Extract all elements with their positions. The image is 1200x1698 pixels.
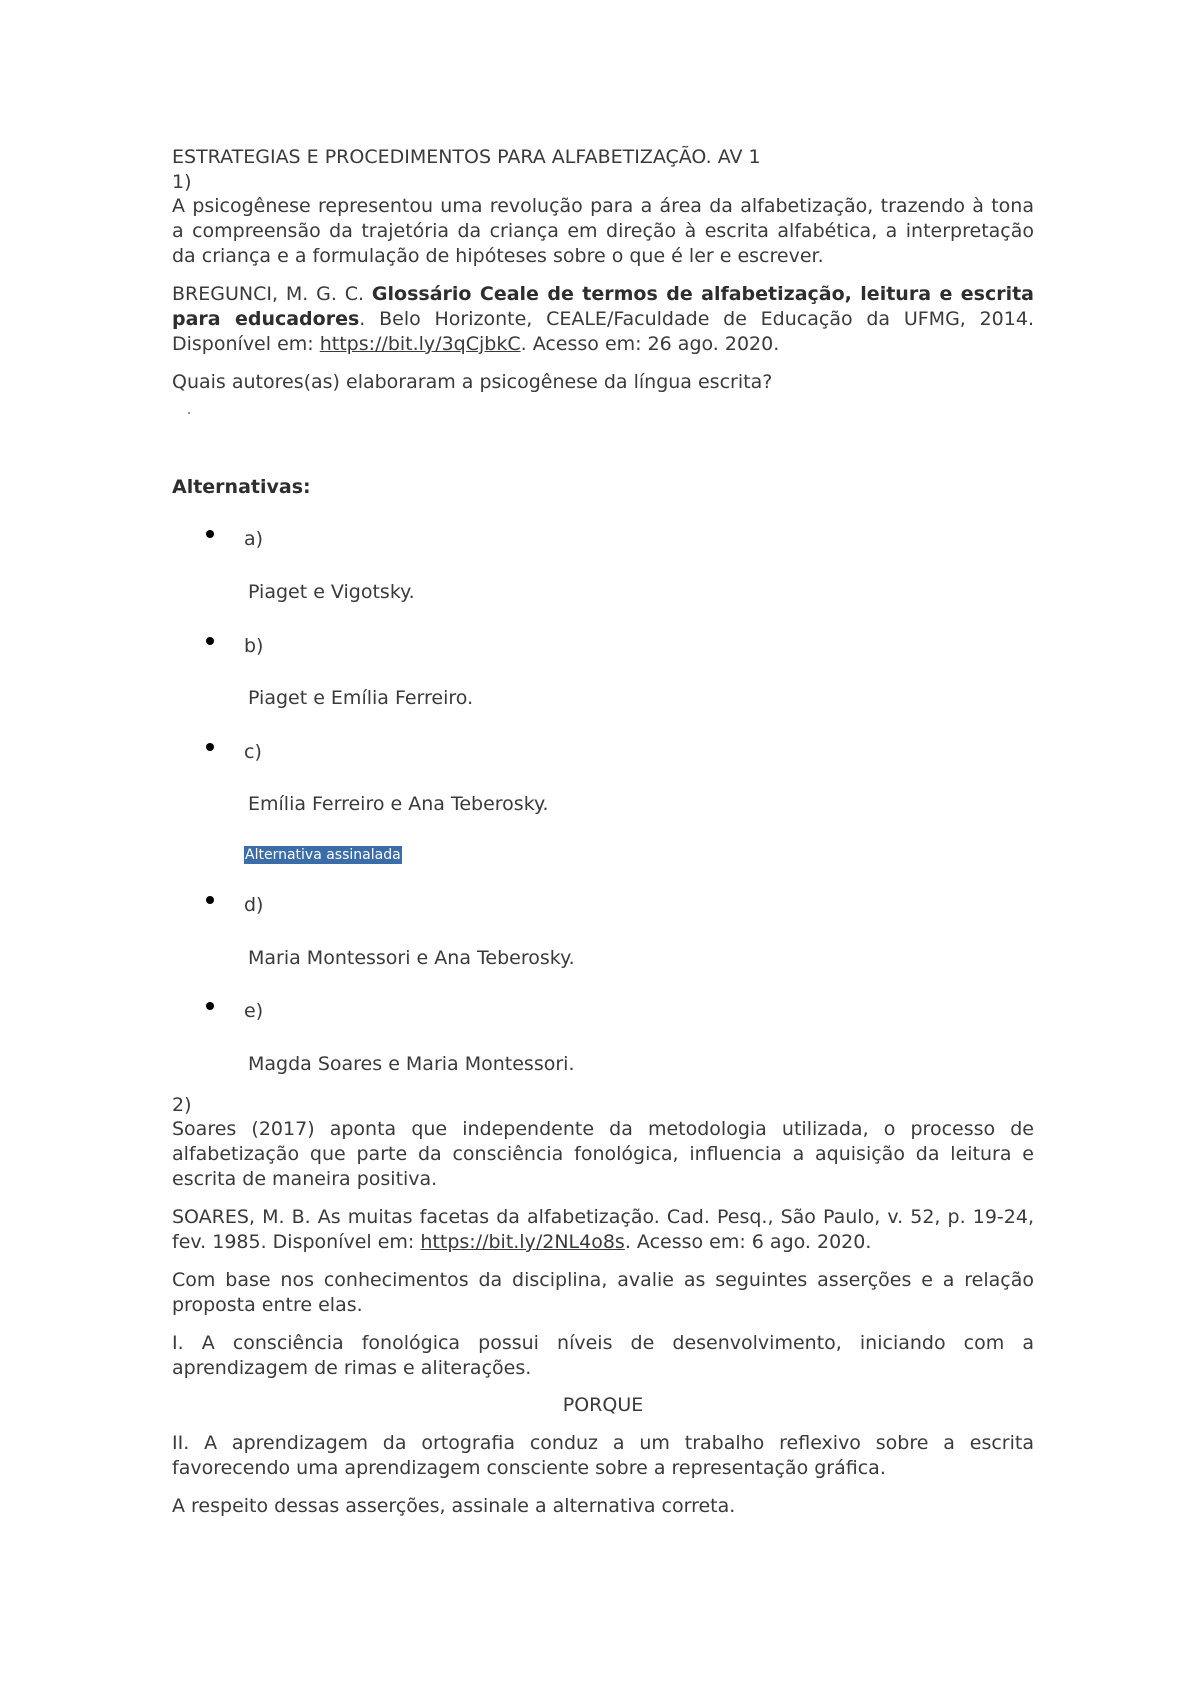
reference-publisher: . Belo Horizonte, CEALE/Faculdade de Educação da UFMG, 2014. Disponível em: (172, 308, 1034, 355)
option-c-letter[interactable]: c) (244, 741, 262, 763)
assertion-1: I. A consciência fonológica possui níveis de desenvolvimento, iniciando com a aprendizagem de rimas e aliterações. (172, 1332, 1034, 1379)
question-2-number: 2) (172, 1094, 192, 1116)
option-e-text[interactable]: Magda Soares e Maria Montessori. (248, 1053, 575, 1075)
reference-text: SOARES, M. B. As muitas facetas da alfabetização. Cad. Pesq., São Paulo, v. 52, p. 19-24, fev. 1985. Disponível em: (172, 1206, 1034, 1253)
document-title: ESTRATEGIAS E PROCEDIMENTOS PARA ALFABETIZAÇÃO. AV 1 (172, 146, 761, 168)
option-b-text[interactable]: Piaget e Emília Ferreiro. (248, 687, 474, 709)
option-b-letter[interactable]: b) (244, 635, 264, 657)
question-2-reference (172, 1205, 1034, 1255)
question-1-number: 1) (172, 171, 192, 193)
question-1-text: A psicogênese representou uma revolução para a área da alfabetização, trazendo à tona a compreensão da trajetória da criança em direção à escrita alfabética, a interpretação da criança e a formulação de hipóteses sobre o que é ler e escrever. (172, 195, 1034, 267)
alternatives-heading: Alternativas: (172, 476, 311, 498)
reference-author: BREGUNCI, M. G. C. (172, 283, 372, 305)
bullet-icon (206, 896, 214, 904)
bullet-icon (206, 1002, 214, 1010)
assertion-connector: PORQUE (562, 1394, 644, 1416)
option-d-text[interactable]: Maria Montessori e Ana Teberosky. (248, 947, 575, 969)
reference-link[interactable]: https://bit.ly/3qCjbkC (319, 333, 521, 355)
question-2-text: Soares (2017) aponta que independente da metodologia utilizada, o processo de alfabetização que parte da consciência fonológica, influencia a aquisição da leitura e escrita de maneira positiva. (172, 1118, 1034, 1190)
option-a-text[interactable]: Piaget e Vigotsky. (248, 581, 415, 603)
question-1-reference (172, 282, 1034, 357)
option-c-text[interactable]: Emília Ferreiro e Ana Teberosky. (248, 793, 549, 815)
question-2-instruction: Com base nos conhecimentos da disciplina, avalie as seguintes asserções e a relação proposta entre elas. (172, 1269, 1034, 1316)
question-2-final: A respeito dessas asserções, assinale a alternativa correta. (172, 1495, 736, 1517)
selected-answer-badge: Alternativa assinalada (245, 847, 401, 863)
reference-access: . Acesso em: 6 ago. 2020. (624, 1231, 872, 1253)
option-e-letter[interactable]: e) (244, 1000, 264, 1022)
question-1-prompt: Quais autores(as) elaboraram a psicogênese da língua escrita? (172, 371, 773, 393)
bullet-icon (206, 530, 214, 538)
stray-dot (188, 412, 190, 414)
option-a-letter[interactable]: a) (244, 528, 264, 550)
reference-link[interactable]: https://bit.ly/2NL4o8s (420, 1231, 625, 1253)
assertion-2: II. A aprendizagem da ortografia conduz a um trabalho reflexivo sobre a escrita favorecendo uma aprendizagem consciente sobre a representação gráfica. (172, 1432, 1034, 1479)
bullet-icon (206, 637, 214, 645)
reference-title: Glossário Ceale de termos de alfabetização, leitura e escrita para educadores (172, 283, 1035, 330)
reference-access: . Acesso em: 26 ago. 2020. (520, 333, 780, 355)
bullet-icon (206, 743, 214, 751)
option-d-letter[interactable]: d) (244, 894, 264, 916)
